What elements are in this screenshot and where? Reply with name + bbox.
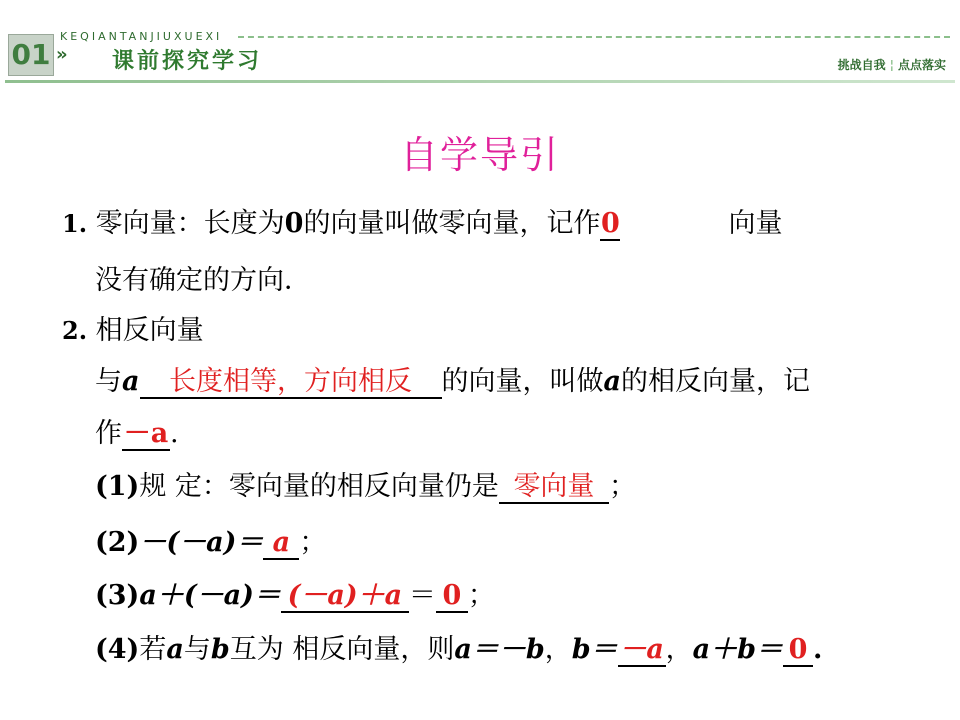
rule4-eq3: a＋b＝ bbox=[692, 634, 783, 665]
rule-text: －(－a)＝ bbox=[139, 527, 264, 558]
rule1-answer-blank bbox=[499, 472, 609, 504]
item2-text: . bbox=[170, 418, 179, 449]
item1-answer: 0 bbox=[601, 208, 620, 239]
section-title: 课前探究学习 bbox=[112, 49, 263, 74]
rule-label: (1) bbox=[95, 471, 140, 502]
neg-a-answer: －a bbox=[123, 418, 169, 449]
rule2-line bbox=[95, 523, 326, 563]
rule-label: (2) bbox=[95, 527, 140, 558]
rule4-eq2: b＝ bbox=[571, 634, 618, 665]
item2-text: 作 bbox=[95, 418, 122, 449]
rule-label: (4) bbox=[95, 634, 140, 665]
item1-answer-blank bbox=[600, 209, 620, 241]
tagline-right: 点点落实 bbox=[897, 58, 946, 72]
rule-label: (3) bbox=[95, 580, 140, 611]
item1-line1 bbox=[62, 204, 782, 244]
chevron-icon: » bbox=[56, 44, 68, 65]
page-title: 自学导引 bbox=[399, 133, 560, 177]
item2-answer: 长度相等，方向相反 bbox=[169, 366, 412, 397]
item-number: 2. bbox=[62, 316, 88, 345]
rule-text: 若 bbox=[139, 634, 167, 665]
vector-a: a bbox=[122, 366, 140, 397]
rule2-answer: a bbox=[272, 527, 291, 558]
rule-text: ， bbox=[665, 634, 693, 665]
item1-line2: 没有确定的方向． bbox=[95, 265, 311, 296]
item2-text: 与 bbox=[95, 366, 122, 397]
neg-a-blank bbox=[122, 419, 170, 451]
vector-a: a bbox=[603, 366, 621, 397]
pinyin-caption: KEQIANTANJIUXUEXI bbox=[60, 30, 223, 43]
rule4-line bbox=[95, 630, 822, 670]
header-tagline bbox=[838, 56, 946, 73]
tagline-left: 挑战自我 bbox=[837, 58, 886, 72]
rule1-answer: 零向量 bbox=[513, 471, 595, 502]
item2-line3 bbox=[95, 414, 179, 454]
item1-text-b: 的向量叫做零向量，记作 bbox=[303, 208, 601, 239]
rule4-eq1: a＝－b bbox=[454, 634, 545, 665]
rule3-answer-blank bbox=[281, 581, 409, 613]
item2-heading: 相反向量 bbox=[95, 315, 204, 346]
rule-end: ； bbox=[608, 471, 636, 502]
rule-end: . bbox=[812, 634, 823, 665]
rule3-line bbox=[95, 576, 495, 616]
item1-text-a: 零向量：长度为 bbox=[95, 208, 285, 239]
rule4-answer2-blank bbox=[783, 635, 813, 667]
vector-b: b bbox=[210, 634, 230, 665]
rule-text: ， bbox=[544, 634, 572, 665]
rule4-answer1: －a bbox=[619, 634, 664, 665]
rule3-answer: (－a)＋a bbox=[287, 580, 403, 611]
header-underline bbox=[5, 80, 955, 83]
item2-heading-line bbox=[62, 311, 204, 351]
rule-text: a＋(－a)＝ bbox=[139, 580, 281, 611]
rule-text: 规 定：零向量的相反向量仍是 bbox=[139, 471, 499, 502]
rule2-answer-blank bbox=[263, 528, 299, 560]
rule-end: ； bbox=[467, 580, 495, 611]
rule3-answer2-blank bbox=[436, 581, 468, 613]
rule-text: 与 bbox=[183, 634, 211, 665]
vector-a: a bbox=[166, 634, 184, 665]
rule-text: 互为 相反向量，则 bbox=[229, 634, 455, 665]
item2-answer-blank bbox=[140, 367, 442, 399]
rule-end: ； bbox=[299, 527, 327, 558]
item-number: 1. bbox=[62, 209, 88, 238]
rule-text: ＝ bbox=[408, 580, 436, 611]
item2-line2 bbox=[95, 362, 810, 402]
section-number-badge: 01 bbox=[8, 34, 54, 76]
rule4-answer1-blank bbox=[618, 635, 666, 667]
rule3-answer2: 0 bbox=[442, 580, 462, 611]
item1-zero: 0 bbox=[284, 208, 304, 239]
rule1-line bbox=[95, 467, 636, 507]
rule4-answer2: 0 bbox=[788, 634, 808, 665]
item1-text-c: 向量 bbox=[728, 208, 783, 239]
header-dashed-divider bbox=[238, 36, 950, 38]
tagline-separator: ¦ bbox=[889, 58, 894, 72]
item2-text: 的相反向量，记 bbox=[621, 366, 810, 397]
item2-text: 的向量，叫做 bbox=[441, 366, 604, 397]
slide-header bbox=[0, 0, 960, 90]
